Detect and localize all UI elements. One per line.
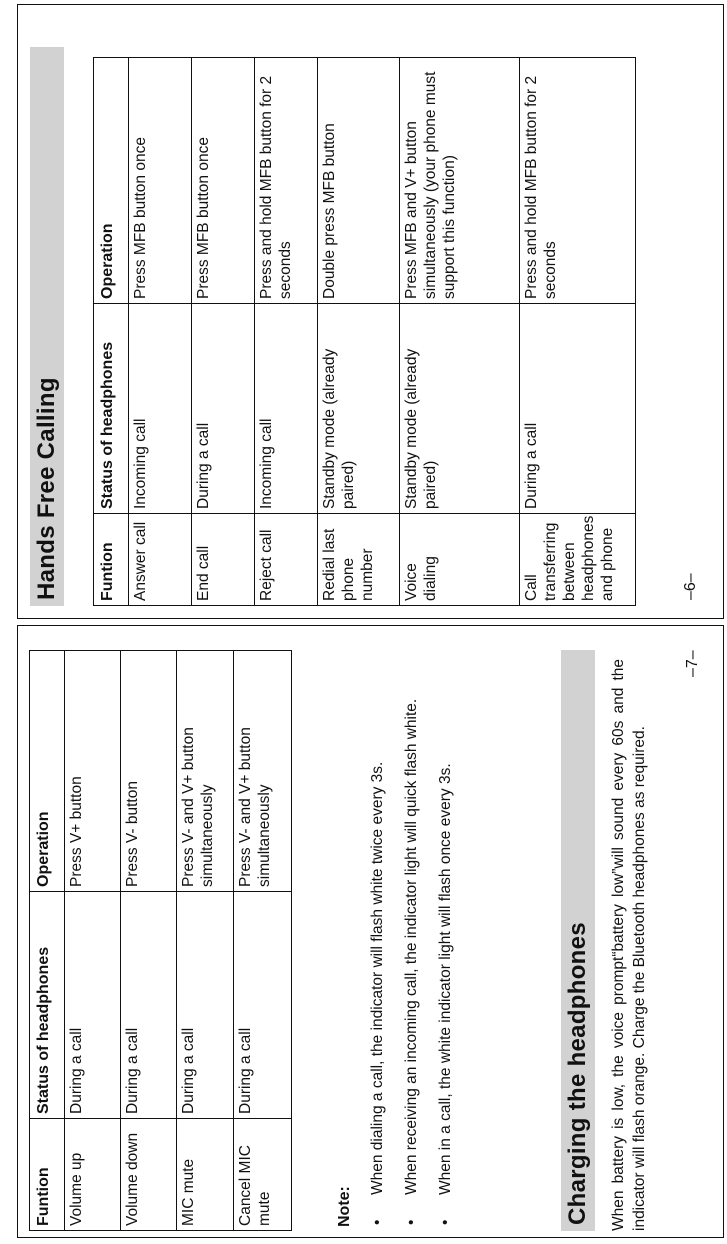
- cell-status: Standby mode (already paired): [318, 304, 400, 514]
- cell-function: Volume up: [65, 1119, 121, 1231]
- table-row: [121, 651, 177, 1231]
- cell-function: Answer call: [129, 514, 192, 606]
- table-row: [234, 651, 292, 1231]
- table-row: [177, 651, 234, 1231]
- cell-status: During a call: [65, 892, 121, 1119]
- header-status: Status of headphones: [94, 304, 129, 514]
- header-operation: Operation: [94, 58, 129, 304]
- table-row: [192, 58, 255, 606]
- cell-function: Call transferring between headphones and phone: [520, 514, 636, 606]
- cell-function: MIC mute: [177, 1119, 234, 1231]
- charging-title-bar: [561, 650, 595, 1231]
- cell-status: During a call: [234, 892, 292, 1119]
- cell-operation: Press and hold MFB button for 2 seconds: [520, 58, 636, 304]
- notes-list: [368, 659, 455, 1231]
- cell-function: Voice dialing: [400, 514, 520, 606]
- cell-operation: Press MFB button once: [129, 58, 192, 304]
- cell-operation: Press V+ button: [65, 651, 121, 892]
- list-item: [436, 659, 455, 1231]
- note-text: When receiving an incoming call, the indicator light will quick flash white.: [403, 698, 420, 1195]
- bullet-icon: •: [369, 1219, 386, 1225]
- cell-status: Incoming call: [255, 304, 318, 514]
- note-title: Note:: [336, 1186, 353, 1227]
- table-row: [318, 58, 400, 606]
- charging-title: Charging the headphones: [564, 922, 591, 1225]
- table-row: [520, 58, 636, 606]
- page-number: –6–: [682, 573, 699, 600]
- calling-table: [93, 57, 636, 606]
- cell-function: Cancel MIC mute: [234, 1119, 292, 1231]
- list-item: [368, 659, 387, 1231]
- cell-status: During a call: [177, 892, 234, 1119]
- bullet-icon: •: [437, 1219, 454, 1225]
- page-6: [17, 4, 724, 619]
- header-function: Funtion: [94, 514, 129, 606]
- volume-table: [29, 650, 292, 1231]
- cell-operation: Press MFB button once: [192, 58, 255, 304]
- bullet-icon: •: [403, 1219, 420, 1225]
- cell-status: During a call: [520, 304, 636, 514]
- header-status: Status of headphones: [30, 892, 65, 1119]
- cell-function: Volume down: [121, 1119, 177, 1231]
- cell-operation: Press and hold MFB button for 2 seconds: [255, 58, 318, 304]
- cell-operation: Double press MFB button: [318, 58, 400, 304]
- cell-operation: Press V- and V+ button simultaneously: [234, 651, 292, 892]
- charging-paragraph: When battery is low, the voice prompt“battery low”will sound every 60s and the indicator will flash orange. Charge the Bluetooth headphones as required.: [610, 659, 648, 1231]
- cell-function: Reject call: [255, 514, 318, 606]
- cell-status: Standby mode (already paired): [400, 304, 520, 514]
- header-function: Funtion: [30, 1119, 65, 1231]
- cell-operation: Press MFB and V+ button simultaneously (your phone must support this function): [400, 58, 520, 304]
- cell-function: Redial last phone number: [318, 514, 400, 606]
- table-header-row: [94, 58, 129, 606]
- section-title-bar: [30, 47, 64, 606]
- table-header-row: [30, 651, 65, 1231]
- header-operation: Operation: [30, 651, 65, 892]
- page-number: –7–: [684, 650, 701, 677]
- cell-operation: Press V- and V+ button simultaneously: [177, 651, 234, 892]
- table-row: [255, 58, 318, 606]
- cell-operation: Press V- button: [121, 651, 177, 892]
- section-title: Hands Free Calling: [33, 377, 60, 600]
- table-row: [65, 651, 121, 1231]
- list-item: [402, 659, 421, 1231]
- cell-status: During a call: [121, 892, 177, 1119]
- cell-status: During a call: [192, 304, 255, 514]
- table-row: [400, 58, 520, 606]
- cell-status: Incoming call: [129, 304, 192, 514]
- cell-function: End call: [192, 514, 255, 606]
- table-row: [129, 58, 192, 606]
- page-7: [17, 625, 724, 1238]
- note-text: When dialing a call, the indicator will flash white twice every 3s.: [369, 761, 386, 1195]
- note-text: When in a call, the white indicator light will flash once every 3s.: [437, 763, 454, 1195]
